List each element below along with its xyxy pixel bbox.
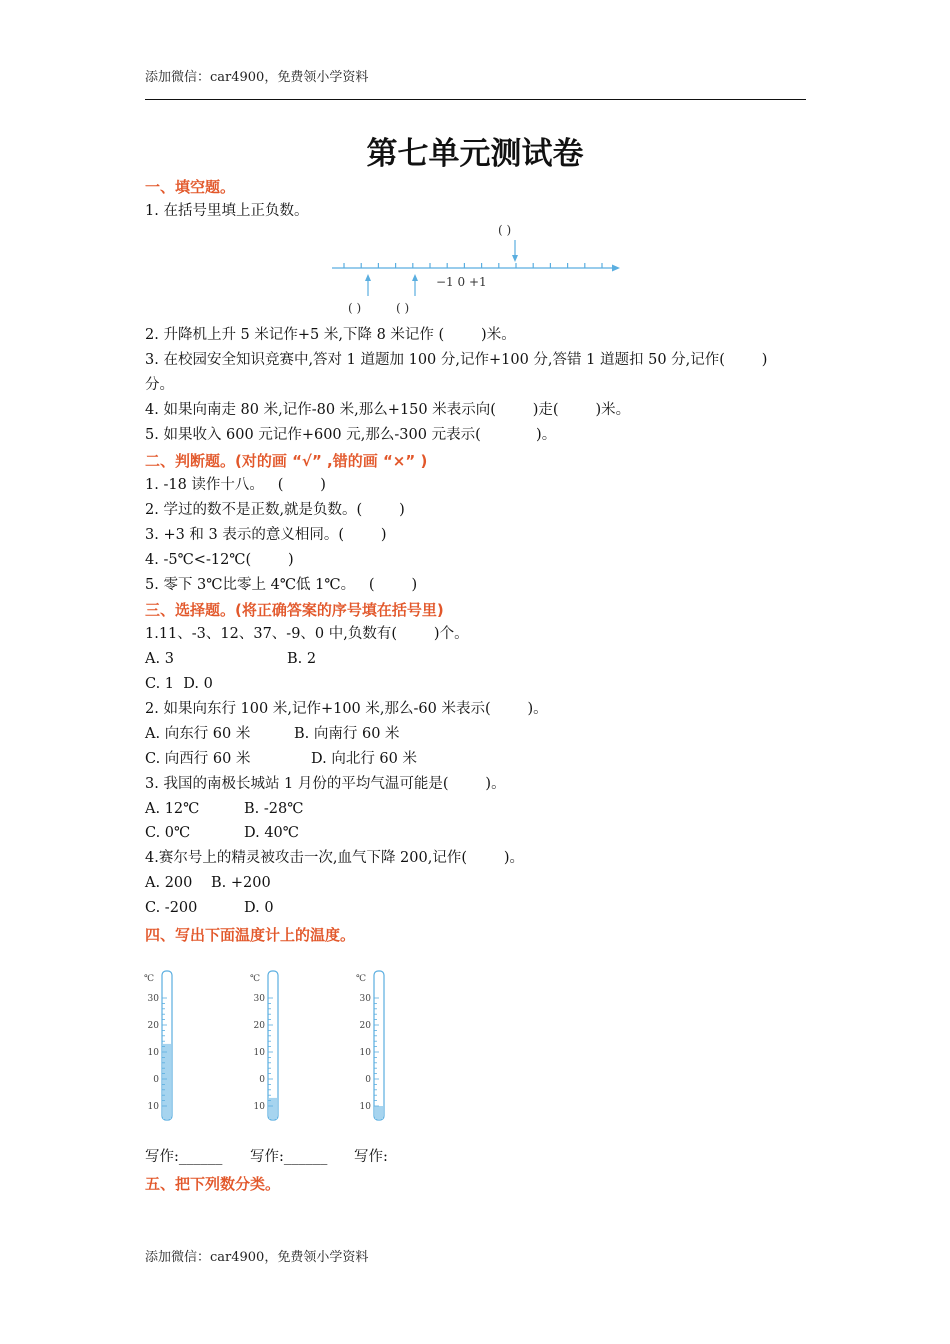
- s2-q5: 5. 零下 3℃比零上 4℃低 1℃。 ( ): [145, 577, 418, 593]
- header-divider: [145, 99, 806, 100]
- bottom-bracket-2: ( ): [396, 301, 410, 315]
- s1-q2: 2. 升降机上升 5 米记作+5 米,下降 8 米记作 ( )米。: [145, 327, 516, 343]
- thermometer-tick-label: 30: [147, 994, 159, 1004]
- s3-q3-option-c: C. 0℃: [145, 825, 191, 841]
- section5-heading: 五、把下列数分类。: [145, 1175, 281, 1193]
- s2-q2: 2. 学过的数不是正数,就是负数。( ): [145, 502, 405, 518]
- s3-q3-option-d: D. 40℃: [244, 825, 299, 841]
- bottom-arrow-1-head: [365, 274, 371, 281]
- s1-q4: 4. 如果向南走 80 米,记作-80 米,那么+150 米表示向( )走( )米。: [145, 402, 631, 418]
- thermometer-1-answer: 写作:______: [145, 1149, 223, 1165]
- thermometer-2-answer: 写作:______: [250, 1149, 328, 1165]
- thermometer-tube: [374, 971, 384, 1120]
- top-arrow-head: [512, 255, 518, 262]
- mercury-column: [269, 1098, 277, 1119]
- thermometer-tick-label: 10: [253, 1102, 265, 1112]
- section2-heading: 二、判断题。(对的画 “√” ,错的画 “×” ): [145, 452, 428, 470]
- section4-heading: 四、写出下面温度计上的温度。: [145, 926, 356, 944]
- footer-note: 添加微信：car4900，免费领小学资料: [145, 1250, 369, 1265]
- thermometer-tick-label: 10: [253, 1048, 265, 1058]
- thermometer-unit: ℃: [356, 974, 367, 984]
- number-line-labels: −1 0 +1: [436, 275, 487, 289]
- s3-q3: 3. 我国的南极长城站 1 月份的平均气温可能是( )。: [145, 776, 506, 792]
- header-note: 添加微信：car4900，免费领小学资料: [145, 70, 369, 85]
- thermometer-tick-label: 0: [365, 1075, 371, 1085]
- thermometer-tick-label: 10: [147, 1102, 159, 1112]
- thermometer-tick-label: 10: [147, 1048, 159, 1058]
- s3-q4-option-b: B. +200: [211, 875, 271, 891]
- page-title: 第七单元测试卷: [366, 136, 584, 172]
- s3-q1: 1.11、-3、12、37、-9、0 中,负数有( )个。: [145, 626, 469, 642]
- thermometer-tick-label: 10: [359, 1102, 371, 1112]
- s3-q3-option-b: B. -28℃: [244, 801, 304, 817]
- thermometer-tube: [268, 971, 278, 1120]
- s3-q2-option-c: C. 向西行 60 米: [145, 751, 251, 767]
- s2-q4: 4. -5℃<-12℃( ): [145, 552, 294, 568]
- mercury-column: [163, 1044, 171, 1119]
- top-bracket: ( ): [498, 223, 512, 237]
- s3-q4: 4.赛尔号上的精灵被攻击一次,血气下降 200,记作( )。: [145, 850, 525, 866]
- thermometer-tick-label: 0: [153, 1075, 159, 1085]
- thermometer-tick-label: 30: [359, 994, 371, 1004]
- s3-q4-option-c: C. -200: [145, 900, 198, 916]
- bottom-bracket-1: ( ): [348, 301, 362, 315]
- thermometer-2: [246, 968, 296, 1128]
- thermometer-unit: ℃: [144, 974, 155, 984]
- s1-q1: 1. 在括号里填上正负数。: [145, 203, 309, 219]
- section1-heading: 一、填空题。: [145, 178, 236, 196]
- s3-q1-option-cd: C. 1 D. 0: [145, 676, 213, 692]
- bottom-arrow-2-head: [412, 274, 418, 281]
- number-line-arrow: [612, 265, 620, 272]
- number-line-ticks: [344, 263, 602, 268]
- thermometer-tick-label: 30: [253, 994, 265, 1004]
- s2-q1: 1. -18 读作十八。 ( ): [145, 477, 326, 493]
- thermometer-3-answer: 写作:: [354, 1149, 388, 1165]
- thermometer-tick-label: 10: [359, 1048, 371, 1058]
- thermometer-3: [352, 968, 402, 1128]
- thermometer-unit: ℃: [250, 974, 261, 984]
- s2-q3: 3. +3 和 3 表示的意义相同。( ): [145, 527, 387, 543]
- section3-heading: 三、选择题。(将正确答案的序号填在括号里): [145, 601, 444, 619]
- thermometer-tick-label: 20: [253, 1021, 265, 1031]
- s3-q4-option-a: A. 200: [145, 875, 193, 891]
- thermometer-1: [140, 968, 190, 1128]
- s1-q5: 5. 如果收入 600 元记作+600 元,那么-300 元表示( )。: [145, 427, 557, 443]
- s3-q2: 2. 如果向东行 100 米,记作+100 米,那么-60 米表示( )。: [145, 701, 548, 717]
- mercury-column: [375, 1106, 383, 1119]
- s1-q3b: 分。: [145, 377, 174, 393]
- thermometer-tick-label: 20: [359, 1021, 371, 1031]
- number-line-figure: [328, 220, 628, 320]
- s3-q1-option-b: B. 2: [287, 651, 317, 667]
- s3-q1-option-a: A. 3: [145, 651, 174, 667]
- s3-q2-option-b: B. 向南行 60 米: [294, 726, 400, 742]
- thermometer-tick-label: 0: [259, 1075, 265, 1085]
- s3-q2-option-d: D. 向北行 60 米: [311, 751, 417, 767]
- s3-q2-option-a: A. 向东行 60 米: [145, 726, 251, 742]
- s3-q3-option-a: A. 12℃: [145, 801, 200, 817]
- s3-q4-option-d: D. 0: [244, 900, 274, 916]
- s1-q3a: 3. 在校园安全知识竞赛中,答对 1 道题加 100 分,记作+100 分,答错 1 道题扣 50 分,记作( ): [145, 352, 768, 368]
- thermometer-tick-label: 20: [147, 1021, 159, 1031]
